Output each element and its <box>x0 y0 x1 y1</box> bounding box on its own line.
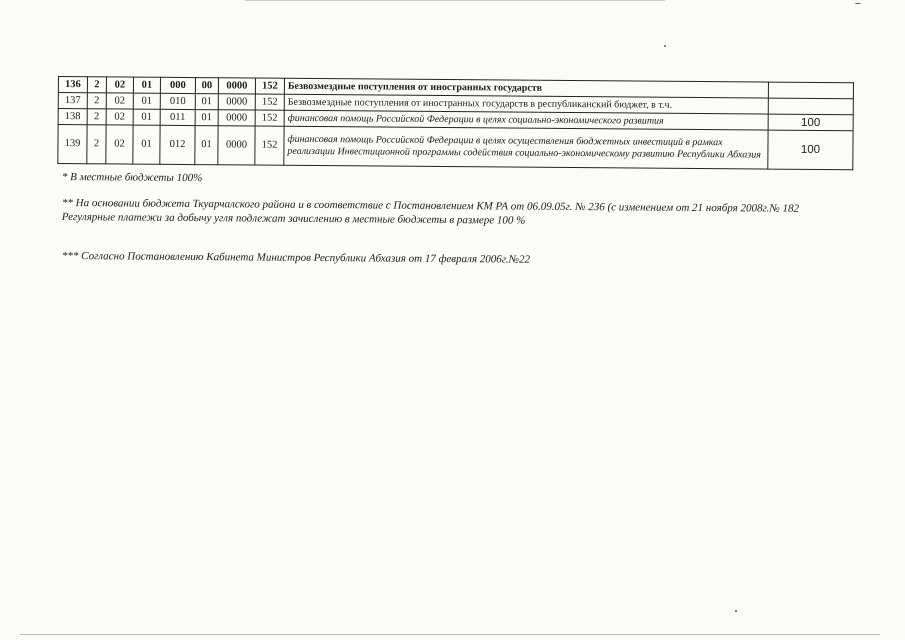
budget-classification-table <box>57 76 854 170</box>
code-group: 2 <box>87 77 106 93</box>
scan-speck <box>855 3 861 4</box>
scan-speck <box>735 610 737 612</box>
code-subgroup: 02 <box>106 77 133 93</box>
row-amount: 100 <box>768 114 853 131</box>
code-subgroup: 02 <box>106 93 133 109</box>
row-description: финансовая помощь Российской Федерации в целях осуществления бюджетных инвестиций в рамках реализации Инвестиционной программы содействия социально-экономическому развитию Республики Абхазия <box>284 126 768 169</box>
code-article: 01 <box>133 77 160 93</box>
code-subarticle: 011 <box>160 109 195 125</box>
code-subarticle: 010 <box>160 93 195 109</box>
code-element: 01 <box>195 126 218 165</box>
code-article: 01 <box>133 93 160 109</box>
code-subgroup: 02 <box>106 109 133 125</box>
code-program: 0000 <box>218 126 255 165</box>
code-element: 01 <box>195 94 218 110</box>
code-group: 2 <box>87 93 106 109</box>
code-group: 2 <box>87 125 106 164</box>
row-amount: 100 <box>768 130 853 170</box>
code-economic: 152 <box>255 94 284 110</box>
footnote-cabinet-resolution: *** Согласно Постановлению Кабинета Министров Республики Абхазия от 17 февраля 2006г.№22 <box>61 249 531 266</box>
table-row <box>58 125 853 170</box>
scan-speck <box>664 45 666 47</box>
code-subarticle: 012 <box>160 125 195 164</box>
footnote-tkuarchal-budget: ** На основании бюджета Ткуарчалского района и в соответствие с Постановлением КМ РА от 06.09.05г. № 236 (с изменением от 21 ноября 2008г.№ 182 Регулярные платежи за добычу угля подлежат зачислению в местные бюджеты в размере 100 % <box>61 196 800 227</box>
code-program: 0000 <box>218 94 255 110</box>
row-number: 136 <box>58 77 87 93</box>
row-description: Безвозмездные поступления от иностранных государств <box>284 78 768 98</box>
row-number: 137 <box>58 93 87 109</box>
row-amount <box>768 82 853 99</box>
code-element: 00 <box>195 78 218 94</box>
scan-edge-line <box>245 0 665 1</box>
scan-edge-line <box>20 634 880 635</box>
code-subarticle: 000 <box>160 77 195 93</box>
row-description: Безвозмездные поступления от иностранных государств в республиканский бюджет, в т.ч. <box>284 94 768 114</box>
row-amount <box>768 98 853 115</box>
row-number: 138 <box>58 109 87 125</box>
code-program: 0000 <box>218 78 255 94</box>
row-number: 139 <box>58 125 87 164</box>
code-article: 01 <box>133 109 160 125</box>
code-program: 0000 <box>218 110 255 126</box>
footnote-local-budgets: * В местные бюджеты 100% <box>61 170 203 185</box>
row-description: финансовая помощь Российской Федерации в целях социально-экономического развития <box>284 110 768 130</box>
code-subgroup: 02 <box>106 125 133 164</box>
code-economic: 152 <box>255 78 284 94</box>
code-element: 01 <box>195 110 218 126</box>
code-economic: 152 <box>255 126 284 165</box>
code-economic: 152 <box>255 110 284 126</box>
code-group: 2 <box>87 109 106 125</box>
code-article: 01 <box>133 125 160 164</box>
